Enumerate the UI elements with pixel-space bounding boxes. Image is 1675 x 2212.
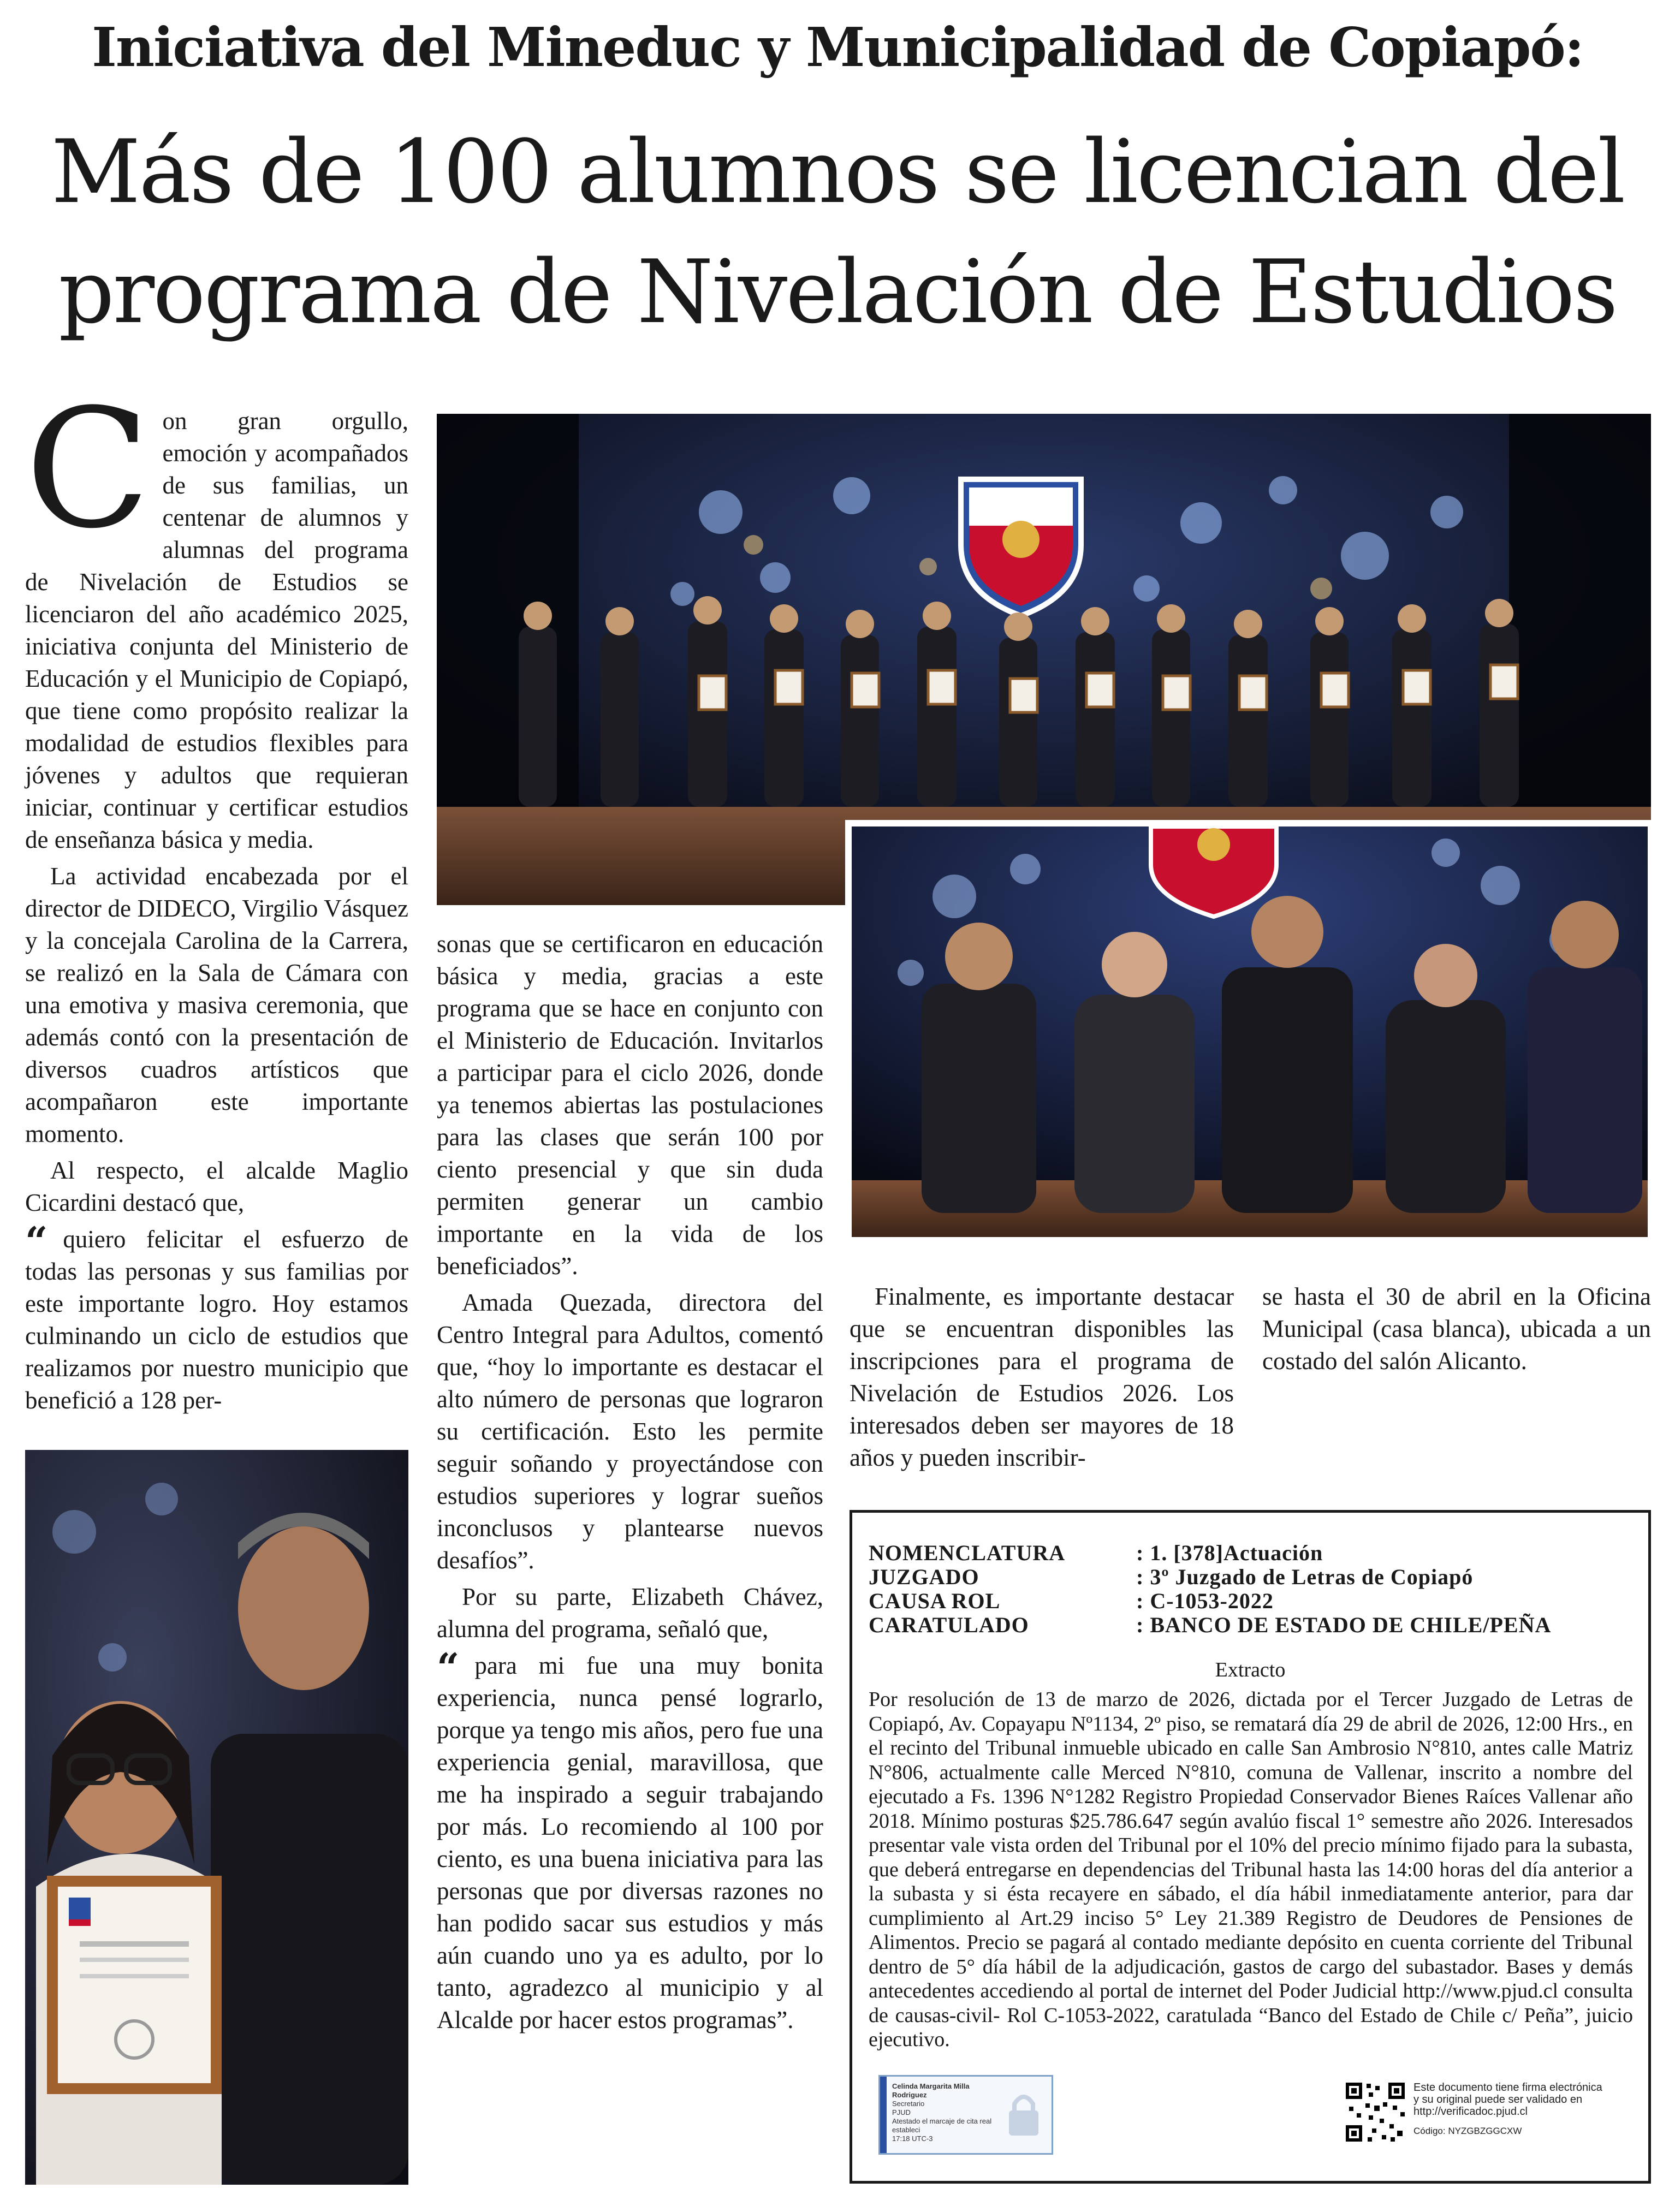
article-column-1 bbox=[25, 374, 408, 1421]
paragraph-intro bbox=[25, 374, 408, 856]
qr-code-icon bbox=[1344, 2080, 1407, 2144]
signer-time: 17:18 UTC-3 bbox=[892, 2134, 933, 2143]
electronic-signature-stamp bbox=[878, 2075, 1053, 2155]
legal-row-juzgado bbox=[869, 1565, 1474, 1589]
verification-note bbox=[1413, 2082, 1643, 2137]
signer-note: Atestado el marcaje de cita real estableci bbox=[892, 2117, 992, 2134]
legal-body: Por resolución de 13 de marzo de 2026, dictada por el Tercer Juzgado de Letras de Copiapó, Av. Copayapu Nº1134, 2º piso, se rematará día 29 de abril de 2026, 12:00 Hrs., en el recinto del Tribunal inmueble ubicado en calle San Ambrosio N°810, antes calle Matriz N°806, actualmente calle Merced N°810, comuna de Vallenar, inscrito a nombre del ejecutado a Fs. 1396 N°1282 Registro Propiedad Conservador Bienes Raíces Vallenar año 2018. Mínimo posturas $25.786.647 según avalúo fiscal 1° semestre año 2026. Interesados presentar vale vista orden del Tribunal por el 10% del precio mínimo fijado para la subasta, que deberá entregarse en dependencias del Tribunal hasta las 14:00 horas del día anterior a la subasta y si ésta recayere en sábado, el día hábil inmediatamente anterior, para dar cumplimiento al Art.29 inciso 5° Ley 21.389 Registro de Deudores de Pensiones de Alimentos. Precio se pagará al contado mediante depósito en cuenta corriente del Tribunal dentro de 5° día hábil de la adjudicación, gastos de cargo del subastador. Bases y demás antecedentes accediendo al portal de internet del Poder Judicial http://www.pjud.cl consulta de causas-civil- Rol C-1053-2022, caratulada “Banco del Estado de Chile c/ Peña”, juicio ejecutivo. bbox=[869, 1688, 1633, 2051]
article-column-4 bbox=[1262, 1281, 1651, 1382]
signer-role: Secretario bbox=[892, 2100, 925, 2108]
drop-cap: C bbox=[25, 374, 151, 564]
legal-row-nomenclatura bbox=[869, 1541, 1323, 1565]
paragraph: Amada Quezada, directora del Centro Integral para Adultos, comentó que, “hoy lo importante es destacar el alto número de personas que lograron su certificación. Esto les permite seguir soñando y proyectándose con estudios superiores y lograr sueños inconclusos y plantearse nuevos desafíos”. bbox=[437, 1289, 823, 1574]
quote-paragraph bbox=[437, 1644, 823, 2036]
paragraph: La actividad encabezada por el director de DIDECO, Virgilio Vásquez y la concejala Carolina de la Carrera, se realizó en la Sala de Cámara con una emotiva y masiva ceremonia, que además contó con la presentación de diversos cuadros artísticos que acompañaron este importante momento. bbox=[25, 863, 408, 1147]
photo-student-certificate bbox=[25, 1450, 408, 2185]
legal-value: : BANCO DE ESTADO DE CHILE/PEÑA bbox=[1136, 1613, 1552, 1637]
quote-mark-icon: “ bbox=[25, 1218, 48, 1264]
legal-label: NOMENCLATURA bbox=[869, 1541, 1066, 1565]
verify-line: y su original puede ser validado en bbox=[1413, 2094, 1583, 2106]
paragraph: Finalmente, es importante destacar que se encuentran disponibles las inscripciones para el programa de Nivelación de Estudios 2026. Los interesados deben ser mayores de 18 años y pueden inscribir- bbox=[850, 1283, 1234, 1471]
stamp-accent-bar bbox=[880, 2077, 887, 2153]
signer-org: PJUD bbox=[892, 2108, 911, 2116]
legal-row-caratulado bbox=[869, 1613, 1552, 1637]
legal-label: CAUSA ROL bbox=[869, 1589, 1001, 1613]
legal-label: CARATULADO bbox=[869, 1613, 1029, 1637]
paragraph: Al respecto, el alcalde Maglio Cicardini destacó que, bbox=[25, 1157, 408, 1216]
paragraph: Por su parte, Elizabeth Chávez, alumna del programa, señaló que, bbox=[437, 1583, 823, 1643]
paragraph-continuation: se hasta el 30 de abril en la Oficina Municipal (casa blanca), ubicada a un costado del salón Alicanto. bbox=[1262, 1283, 1651, 1375]
quote-paragraph bbox=[25, 1218, 408, 1417]
verify-url: http://verificadoc.pjud.cl bbox=[1413, 2106, 1528, 2118]
article-column-3 bbox=[850, 1281, 1234, 1478]
officials-illustration bbox=[845, 820, 1651, 1245]
headline: Más de 100 alumnos se licencian del programa de Nivelación de Estudios bbox=[51, 121, 1624, 343]
kicker: Iniciativa del Mineduc y Municipalidad de Copiapó: bbox=[92, 16, 1583, 79]
legal-value: : 3º Juzgado de Letras de Copiapó bbox=[1136, 1565, 1474, 1589]
verify-line: Este documento tiene firma electrónica bbox=[1413, 2082, 1602, 2094]
legal-row-causa-rol bbox=[869, 1589, 1274, 1613]
quote-continuation: sonas que se certificaron en educación básica y media, gracias a este programa que se hace en conjunto con el Ministerio de Educación. Invitarlos a participar para el ciclo 2026, donde ya tenemos abiertas las postulaciones para las clases que serán 100 por ciento presencial y que sin duda permiten generar un cambio importante en la vida de los beneficiados”. bbox=[437, 930, 823, 1280]
quote-text: para mi fue una muy bonita experiencia, nunca pensé lograrlo, porque ya tengo mis años, pero fue una experiencia genial, maravillosa, que me ha inspirado a seguir trabajando por más. Lo recomiendo al 100 por ciento, es una buena iniciativa para las personas que por diversas razones no han podido sacar sus estudios y más aún cuando uno ya es adulto, por lo tanto, agradezco al municipio y al Alcalde por hacer estos programas”. bbox=[437, 1652, 823, 2033]
quote-mark-icon: “ bbox=[437, 1644, 460, 1691]
legal-value: : 1. [378]Actuación bbox=[1136, 1541, 1323, 1565]
legal-heading: Extracto bbox=[1215, 1658, 1286, 1681]
stamp-text bbox=[892, 2082, 1001, 2143]
paragraph-intro-text: on gran orgullo, emoción y acompañados de sus familias, un centenar de alumnos y alumnas del programa de Nivelación de Estudios se licenciaron del año académico 2025, iniciativa conjunta del Ministerio de Educación y el Municipio de Copiapó, que tiene como propósito realizar la modalidad de estudios flexibles para jóvenes y adultos que requieran iniciar, continuar y certificar estudios de enseñanza básica y media. bbox=[25, 407, 408, 853]
student-illustration bbox=[25, 1450, 408, 2185]
legal-label: JUZGADO bbox=[869, 1565, 979, 1589]
legal-value: : C-1053-2022 bbox=[1136, 1589, 1274, 1613]
verify-code: Código: NYZGBZGGCXW bbox=[1413, 2126, 1522, 2136]
photo-officials bbox=[845, 820, 1651, 1245]
article-column-2 bbox=[437, 928, 823, 2041]
lock-icon bbox=[1005, 2090, 1043, 2139]
signer-name: Celinda Margarita Milla Rodriguez bbox=[892, 2082, 970, 2099]
legal-notice bbox=[850, 1510, 1651, 2184]
quote-text: quiero felicitar el esfuerzo de todas las personas y sus familias por este importante logro. Hoy estamos culminando un ciclo de estudios que realizamos por nuestro municipio que benefició a 128 per- bbox=[25, 1226, 408, 1414]
certificate-frame bbox=[47, 1876, 222, 2094]
